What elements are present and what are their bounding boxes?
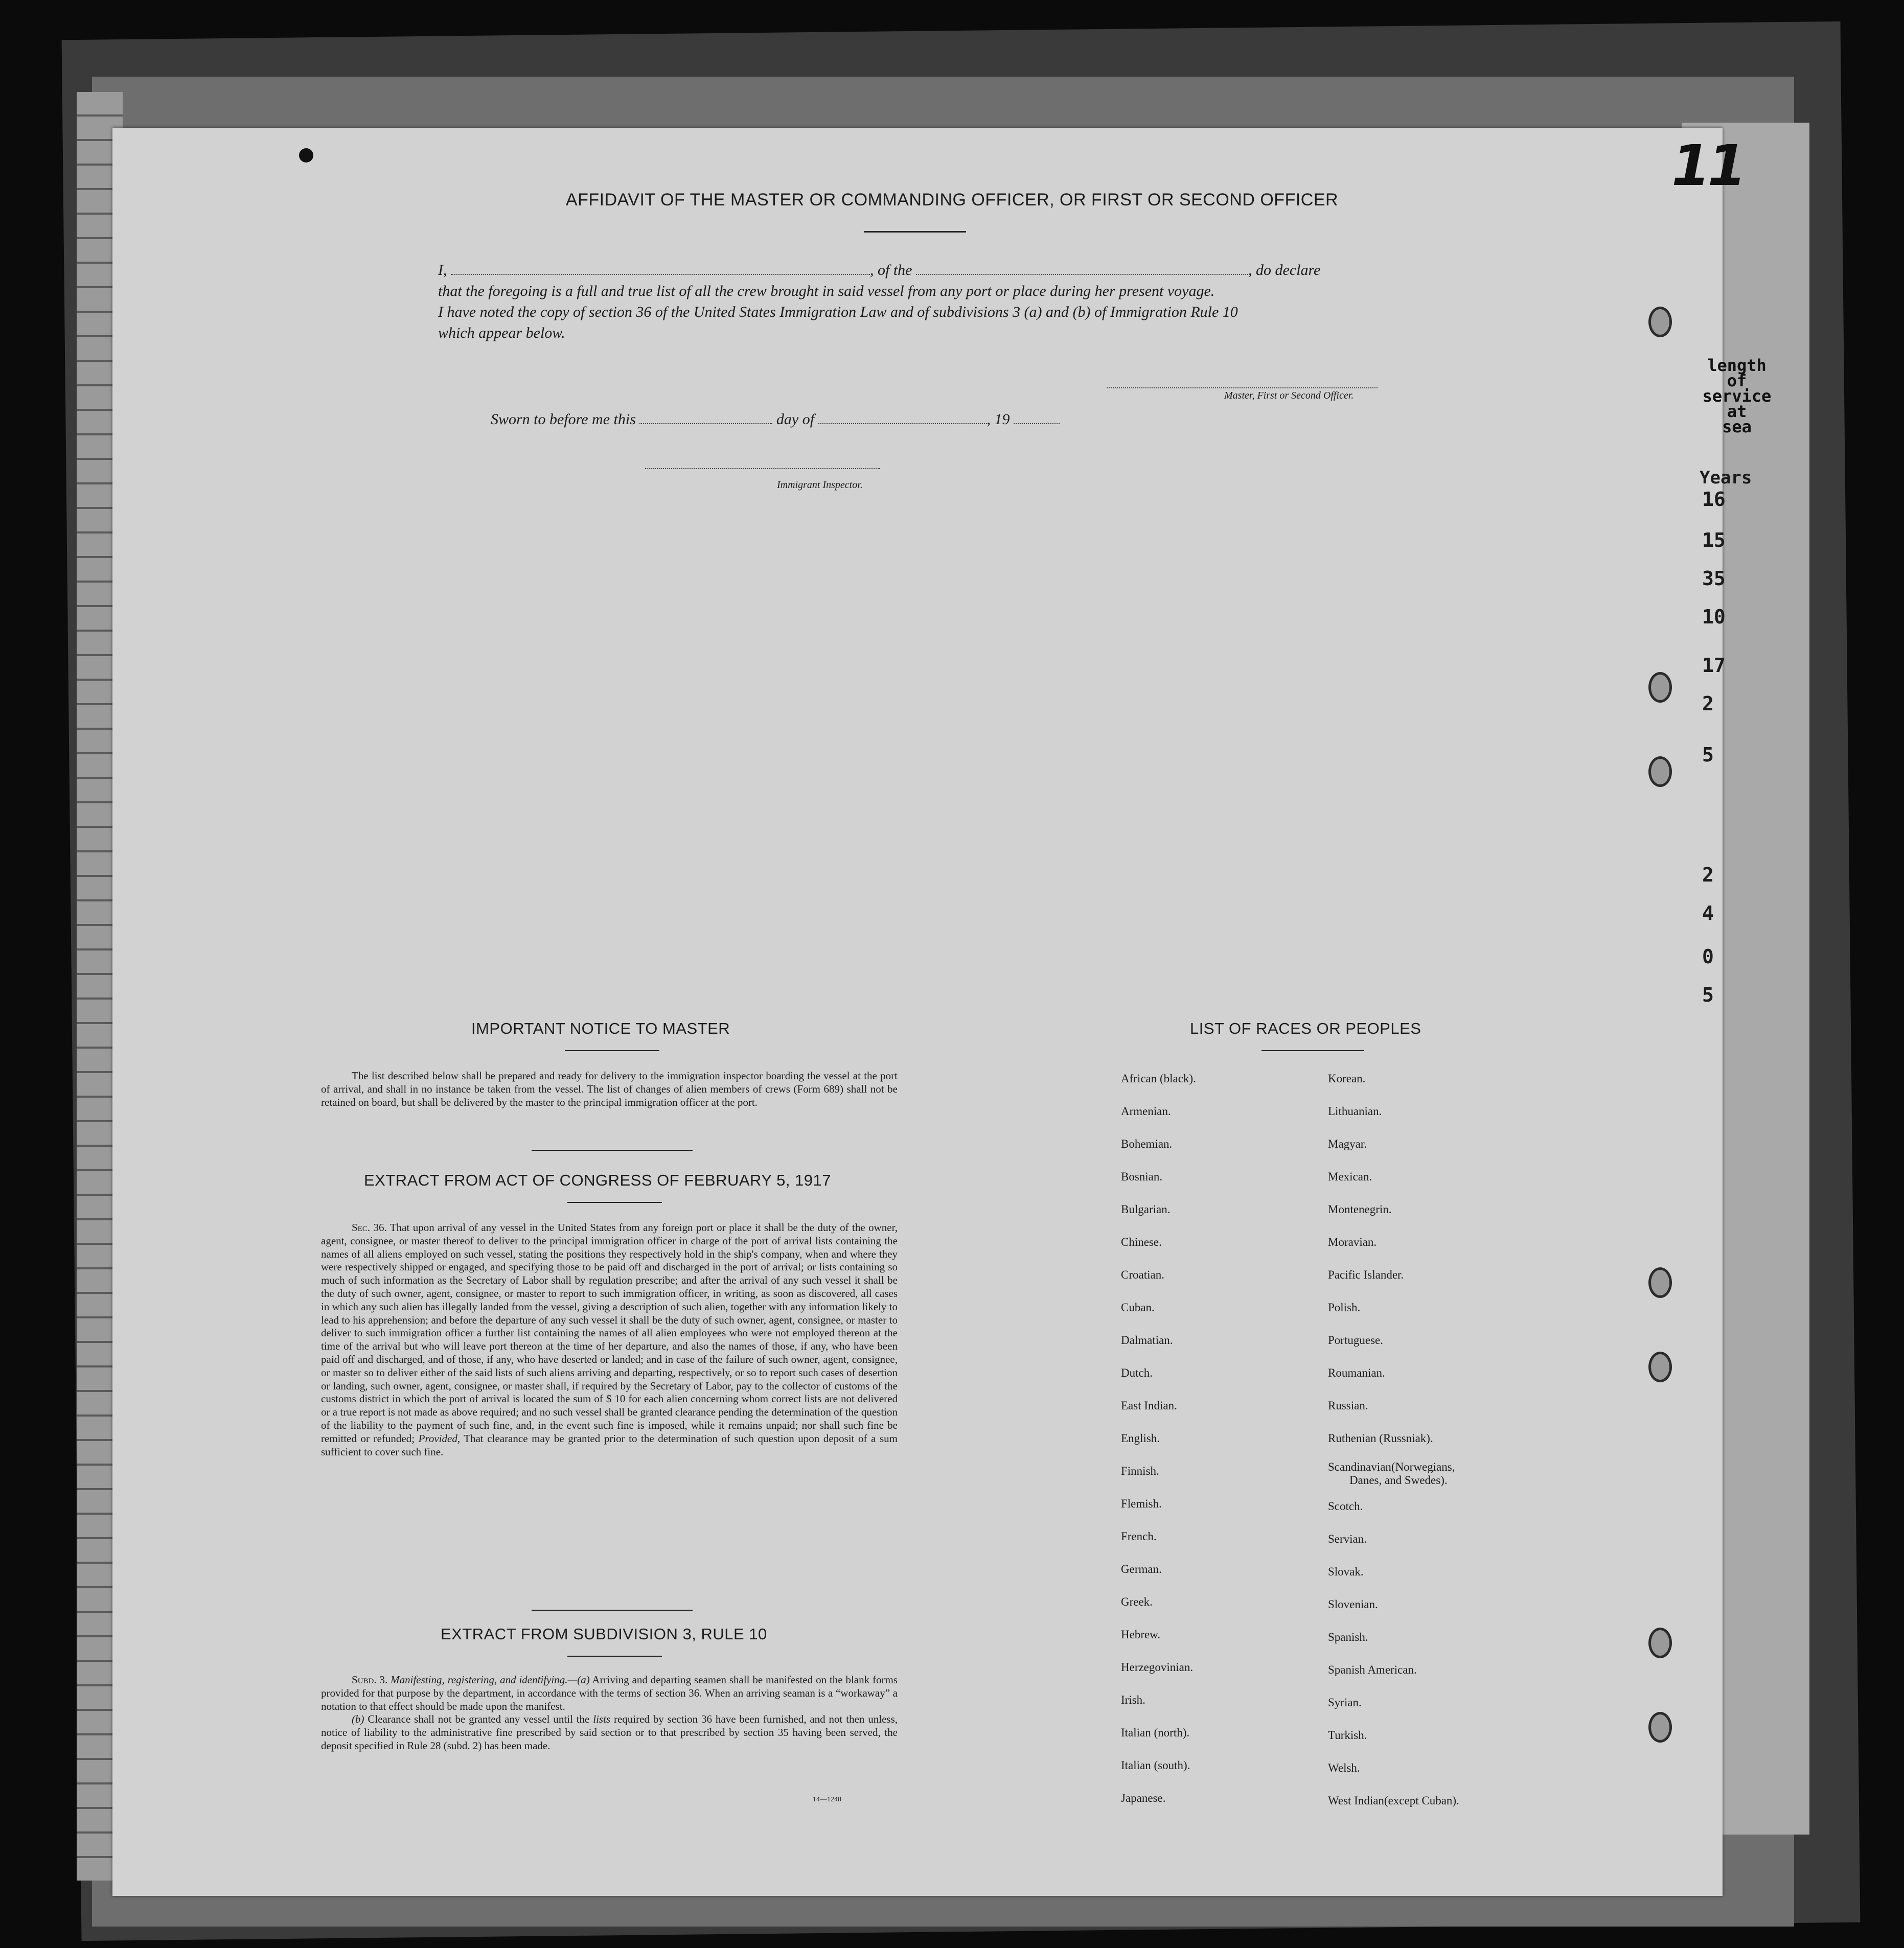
service-value: 16: [1702, 488, 1726, 511]
folio-number: 11: [1671, 133, 1744, 198]
section-rule: [567, 1656, 662, 1657]
race-item: Armenian.: [1121, 1105, 1171, 1118]
sworn-day-field[interactable]: [639, 412, 772, 424]
race-item: Slovak.: [1328, 1565, 1364, 1578]
section-rule: [567, 1202, 662, 1203]
signature-label: Master, First or Second Officer.: [1224, 390, 1354, 401]
rule-text: Subd. 3. Manifesting, registering, and identifying.—(a) Arriving and departing seamen shall be manifested on the blank forms provided for that purpose by the department, in accordance with the terms of section 36. When an arriving seaman is a “workaway” a notation to that effect should be made upon the manifest. (b) Clearance shall not be granted any vessel until the lists required by section 36 have been furnished, and not then unless, notice of liability to the administrative fine prescribed by said section or to that prescribed by section 35 having been served, the deposit specified in Rule 28 (subd. 2) has been made.: [321, 1674, 898, 1752]
race-item: Lithuanian.: [1328, 1105, 1382, 1118]
race-item: Croatian.: [1121, 1268, 1164, 1281]
race-item: Greek.: [1121, 1595, 1153, 1608]
affidavit-line-2: that the foregoing is a full and true list of all the crew brought in said vessel from any port or place during her present voyage.: [438, 283, 1215, 299]
binder-hole: [1648, 756, 1672, 787]
race-item: Magyar.: [1328, 1138, 1367, 1150]
sworn-month-field[interactable]: [818, 412, 987, 424]
race-item: Bohemian.: [1121, 1138, 1173, 1150]
race-item: Syrian.: [1328, 1696, 1362, 1709]
race-item: Finnish.: [1121, 1465, 1159, 1477]
form-page: [112, 128, 1723, 1896]
race-item: Japanese.: [1121, 1792, 1166, 1804]
race-item: Cuban.: [1121, 1301, 1155, 1314]
race-item: Welsh.: [1328, 1761, 1360, 1774]
binder-hole: [1648, 1352, 1672, 1382]
race-item: African (black).: [1121, 1072, 1196, 1085]
service-value: 35: [1702, 567, 1726, 590]
punch-hole: [299, 148, 313, 163]
race-item: Polish.: [1328, 1301, 1361, 1314]
race-item: English.: [1121, 1432, 1160, 1445]
binder-hole: [1648, 1267, 1672, 1298]
service-length-column: [1696, 358, 1778, 434]
service-value: 15: [1702, 529, 1726, 551]
race-item: Moravian.: [1328, 1236, 1377, 1248]
race-item: Hebrew.: [1121, 1628, 1161, 1641]
inspector-signature-field[interactable]: [645, 468, 880, 469]
race-item: Montenegrin.: [1328, 1203, 1392, 1216]
race-item: East Indian.: [1121, 1399, 1177, 1412]
race-item: Spanish American.: [1328, 1663, 1417, 1676]
section-rule: [1261, 1050, 1364, 1051]
race-item: Bulgarian.: [1121, 1203, 1171, 1216]
binder-hole: [1648, 1712, 1672, 1743]
race-item: Chinese.: [1121, 1236, 1162, 1248]
affidavit-line-3: I have noted the copy of section 36 of the United States Immigration Law and of subdivisions 3 (a) and (b) of Immigration Rule 10: [438, 304, 1238, 320]
vessel-field[interactable]: [916, 263, 1248, 275]
race-item: Scandinavian(Norwegians,: [1328, 1460, 1455, 1473]
race-item: Dutch.: [1121, 1366, 1153, 1379]
column-header: length of service at sea: [1702, 356, 1772, 436]
race-item: Herzegovinian.: [1121, 1661, 1194, 1674]
race-item: Dalmatian.: [1121, 1334, 1173, 1347]
title-rule: [864, 231, 966, 233]
form-number: 14—1240: [813, 1796, 841, 1803]
name-field[interactable]: [451, 263, 870, 275]
race-item: Spanish.: [1328, 1631, 1368, 1643]
notice-text: The list described below shall be prepared and ready for delivery to the immigration inspector boarding the vessel at the port of arrival, and shall in no instance be taken from the vessel. The list of changes of alien members of crews (Form 689) shall not be retained on board, but shall be delivered by the master to the principal immigration officer at the port.: [321, 1070, 898, 1108]
sworn-line: Sworn to before me this day of , 19: [491, 411, 1060, 428]
section-rule: [532, 1610, 693, 1611]
affidavit-line-1: I, , of the , do declare: [438, 262, 1321, 279]
service-value: 2: [1702, 864, 1714, 886]
binder-hole: [1648, 307, 1672, 337]
race-item: Italian (north).: [1121, 1726, 1190, 1739]
master-signature-field[interactable]: [1107, 387, 1378, 388]
race-item: Slovenian.: [1328, 1598, 1378, 1611]
race-item: Korean.: [1328, 1072, 1366, 1085]
affidavit-title: AFFIDAVIT OF THE MASTER OR COMMANDING OFFICER, OR FIRST OR SECOND OFFICER: [565, 190, 1339, 210]
race-item: Roumanian.: [1328, 1366, 1385, 1379]
race-item: Italian (south).: [1121, 1759, 1190, 1772]
race-item: Bosnian.: [1121, 1170, 1163, 1183]
section-rule: [565, 1050, 659, 1051]
race-item: Mexican.: [1328, 1170, 1372, 1183]
binder-hole: [1648, 1628, 1672, 1658]
rule-title: EXTRACT FROM SUBDIVISION 3, RULE 10: [441, 1625, 767, 1643]
service-value: 4: [1702, 902, 1714, 924]
notice-title: IMPORTANT NOTICE TO MASTER: [471, 1019, 730, 1037]
race-item: Russian.: [1328, 1399, 1368, 1412]
service-value: 0: [1702, 945, 1714, 968]
race-item: Portuguese.: [1328, 1334, 1383, 1347]
affidavit-text: [438, 260, 1404, 343]
act-text: Sec. 36. That upon arrival of any vessel in the United States from any foreign port or place it shall be the duty of the owner, agent, consignee, or master thereof to deliver to the principal immigration officer in charge of the port of arrival lists containing the names of all aliens employed on such vessel, stating the positions they respectively hold in the ship's company, when and where they were respectively shipped or engaged, and specifying those to be paid off and discharged in the port of arrival; or lists containing so much of such information as the Secretary of Labor shall by regulation prescribe; and after the arrival of any such vessel it shall be the duty of such owner, agent, consignee, or master to report to such immigration officer, in writing, as soon as discovered, all cases in which any such alien has illegally landed from the vessel, giving a description of such alien, together with any information likely to lead to his apprehension; and before the departure of any such vessel it shall be the duty of such owner, agent, consignee, or master to deliver to such immigration officer a further list containing the names of all alien employees who were not employed thereon at the time of the arrival but who will leave port thereon at the time of her departure, and also the names of those, if any, who have been paid off and discharged, and of those, if any, who have deserted or landed; and in case of the failure of such owner, agent, consignee, or master so to deliver either of the said lists of such aliens arriving and departing, respectively, or so to report such cases of desertion or landing, such owner, agent, consignee, or master shall, if required by the Secretary of Labor, pay to the collector of customs of the customs district in which the port of arrival is located the sum of $ 10 for each alien concerning whom correct lists are not delivered or a true report is not made as above required; and no such vessel shall be granted clearance pending the determination of the question of the liability to the payment of such fine, and, in the event such fine is imposed, while it remains unpaid; nor shall such fine be remitted or refunded; Provided, That clearance may be granted prior to the determination of such question upon deposit of a sum sufficient to cover such fine.: [321, 1221, 898, 1458]
binder-hole: [1648, 672, 1672, 703]
race-item: Irish.: [1121, 1694, 1145, 1706]
act-title: EXTRACT FROM ACT OF CONGRESS OF FEBRUARY 5, 1917: [364, 1171, 832, 1189]
affidavit-line-4: which appear below.: [438, 324, 565, 341]
section-rule: [532, 1150, 693, 1151]
service-value: 5: [1702, 744, 1714, 766]
race-item-continued: Danes, and Swedes).: [1349, 1474, 1448, 1487]
sworn-year-field[interactable]: [1014, 412, 1060, 424]
service-value: 17: [1702, 654, 1726, 677]
race-item: Servian.: [1328, 1533, 1367, 1545]
race-item: French.: [1121, 1530, 1157, 1543]
race-item: Pacific Islander.: [1328, 1268, 1404, 1281]
service-value: 10: [1702, 606, 1726, 628]
service-value: 5: [1702, 984, 1714, 1006]
race-item: Scotch.: [1328, 1500, 1363, 1513]
service-value: 2: [1702, 692, 1714, 715]
column-unit: Years: [1700, 468, 1752, 488]
race-item: Flemish.: [1121, 1497, 1162, 1510]
race-item: Turkish.: [1328, 1729, 1367, 1742]
inspector-label: Immigrant Inspector.: [777, 479, 863, 491]
race-item: West Indian(except Cuban).: [1328, 1794, 1459, 1807]
races-title: LIST OF RACES OR PEOPLES: [1190, 1019, 1421, 1037]
race-item: Ruthenian (Russniak).: [1328, 1432, 1433, 1445]
race-item: German.: [1121, 1563, 1162, 1575]
